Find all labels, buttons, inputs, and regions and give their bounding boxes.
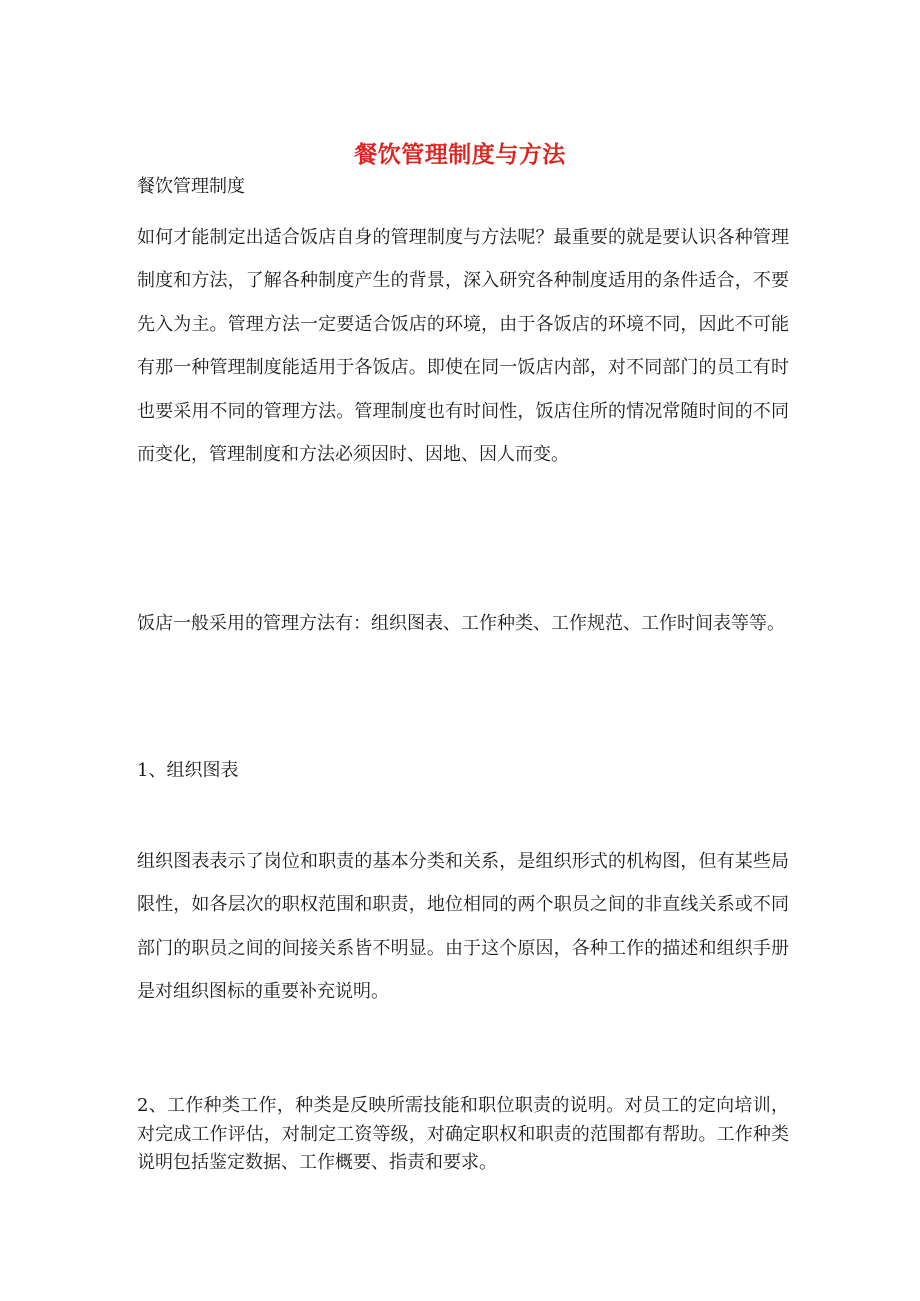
section-subtitle: 餐饮管理制度 xyxy=(137,176,245,197)
document-title: 餐饮管理制度与方法 xyxy=(354,142,566,169)
section1-heading: 1、组织图表 xyxy=(137,760,239,781)
methods-paragraph: 饭店一般采用的管理方法有：组织图表、工作种类、工作规范、工作时间表等等。 xyxy=(137,613,785,634)
section2-paragraph: 2、工作种类工作，种类是反映所需技能和职位职责的说明。对员工的定向培训，对完成工作评估，对制定工资等级，对确定职权和职责的范围都有帮助。工作种类说明包括鉴定数据、工作概要、指责和要求。 xyxy=(137,1095,789,1173)
intro-paragraph: 如何才能制定出适合饭店自身的管理制度与方法呢？最重要的就是要认识各种管理制度和方法，了解各种制度产生的背景，深入研究各种制度适用的条件适合，不要先入为主。管理方法一定要适合饭店的环境，由于各饭店的环境不同，因此不可能有那一种管理制度能适用于各饭店。即使在同一饭店内部，对不同部门的员工有时也要采用不同的管理方法。管理制度也有时间性，饭店住所的情况常随时间的不同而变化，管理制度和方法必须因时、因地、因人而变。 xyxy=(137,227,789,466)
section1-paragraph: 组织图表表示了岗位和职责的基本分类和关系，是组织形式的机构图，但有某些局限性，如各层次的职权范围和职责，地位相同的两个职员之间的非直线关系或不同部门的职员之间的间接关系皆不明显。由于这个原因，各种工作的描述和组织手册是对组织图标的重要补充说明。 xyxy=(137,851,789,1003)
